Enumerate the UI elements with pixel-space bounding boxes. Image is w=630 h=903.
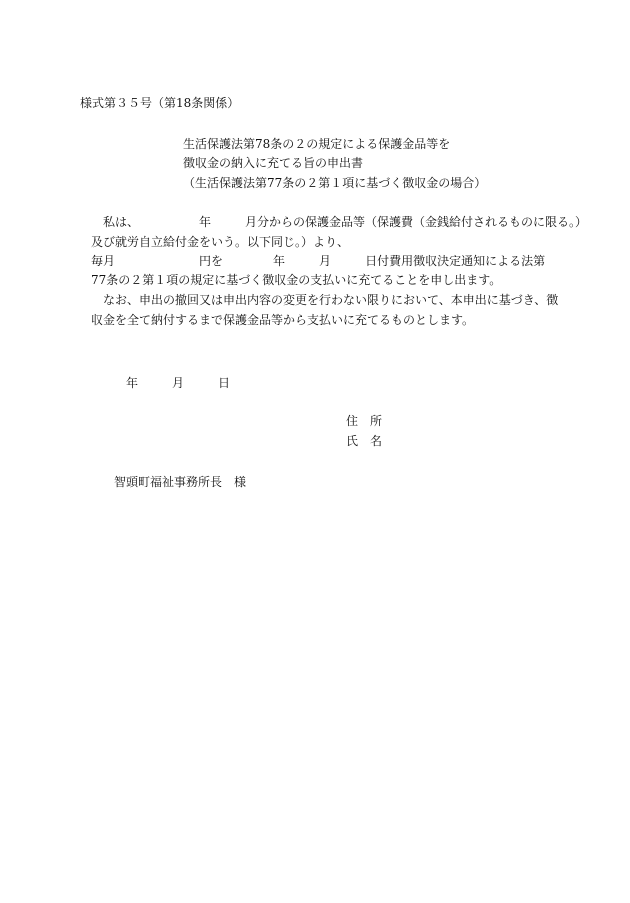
body-text-segment: 年 <box>199 215 212 229</box>
body-text-segment: 日付費用徴収決定通知による法第 <box>365 254 546 268</box>
form-number: 様式第３５号（第18条関係） <box>80 96 240 110</box>
body-text-segment: 私は、 <box>103 215 140 229</box>
body-paragraph-2-line-1: なお、申出の撤回又は申出内容の変更を行わない限りにおいて、本申出に基づき、徴 <box>103 293 559 307</box>
date-year-label: 年 <box>126 376 139 390</box>
body-paragraph-1-line-1 <box>103 214 587 231</box>
document-title-line-3: （生活保護法第77条の２第１項に基づく徴収金の場合） <box>183 176 487 190</box>
date-line <box>126 375 230 392</box>
document-title-line-1: 生活保護法第78条の２の規定による保護金品等を <box>183 137 451 151</box>
document-title-line-2: 徴収金の納入に充てる旨の申出書 <box>183 156 364 170</box>
date-day-label: 日 <box>218 376 231 390</box>
body-text-segment: 円を <box>199 254 224 268</box>
body-paragraph-1-line-4: 77条の２第１項の規定に基づく徴収金の支払いに充てることを申し出ます。 <box>91 273 502 287</box>
applicant-address-label: 住 所 <box>346 414 383 428</box>
addressee: 智頭町福祉事務所長 様 <box>114 475 247 489</box>
applicant-name-label: 氏 名 <box>346 434 383 448</box>
body-text-segment: 毎月 <box>91 254 116 268</box>
body-text-segment: 月分からの保護金品等（保護費（金銭給付されるものに限る。） <box>245 215 588 229</box>
date-month-label: 月 <box>172 376 185 390</box>
body-paragraph-1-line-2: 及び就労自立給付金をいう。以下同じ。）より、 <box>91 235 350 249</box>
body-paragraph-2-line-2: 収金を全て納付するまで保護金品等から支払いに充てるものとします。 <box>91 313 475 327</box>
body-text-segment: 年 <box>273 254 286 268</box>
body-paragraph-1-line-3 <box>91 253 545 270</box>
body-text-segment: 月 <box>319 254 332 268</box>
